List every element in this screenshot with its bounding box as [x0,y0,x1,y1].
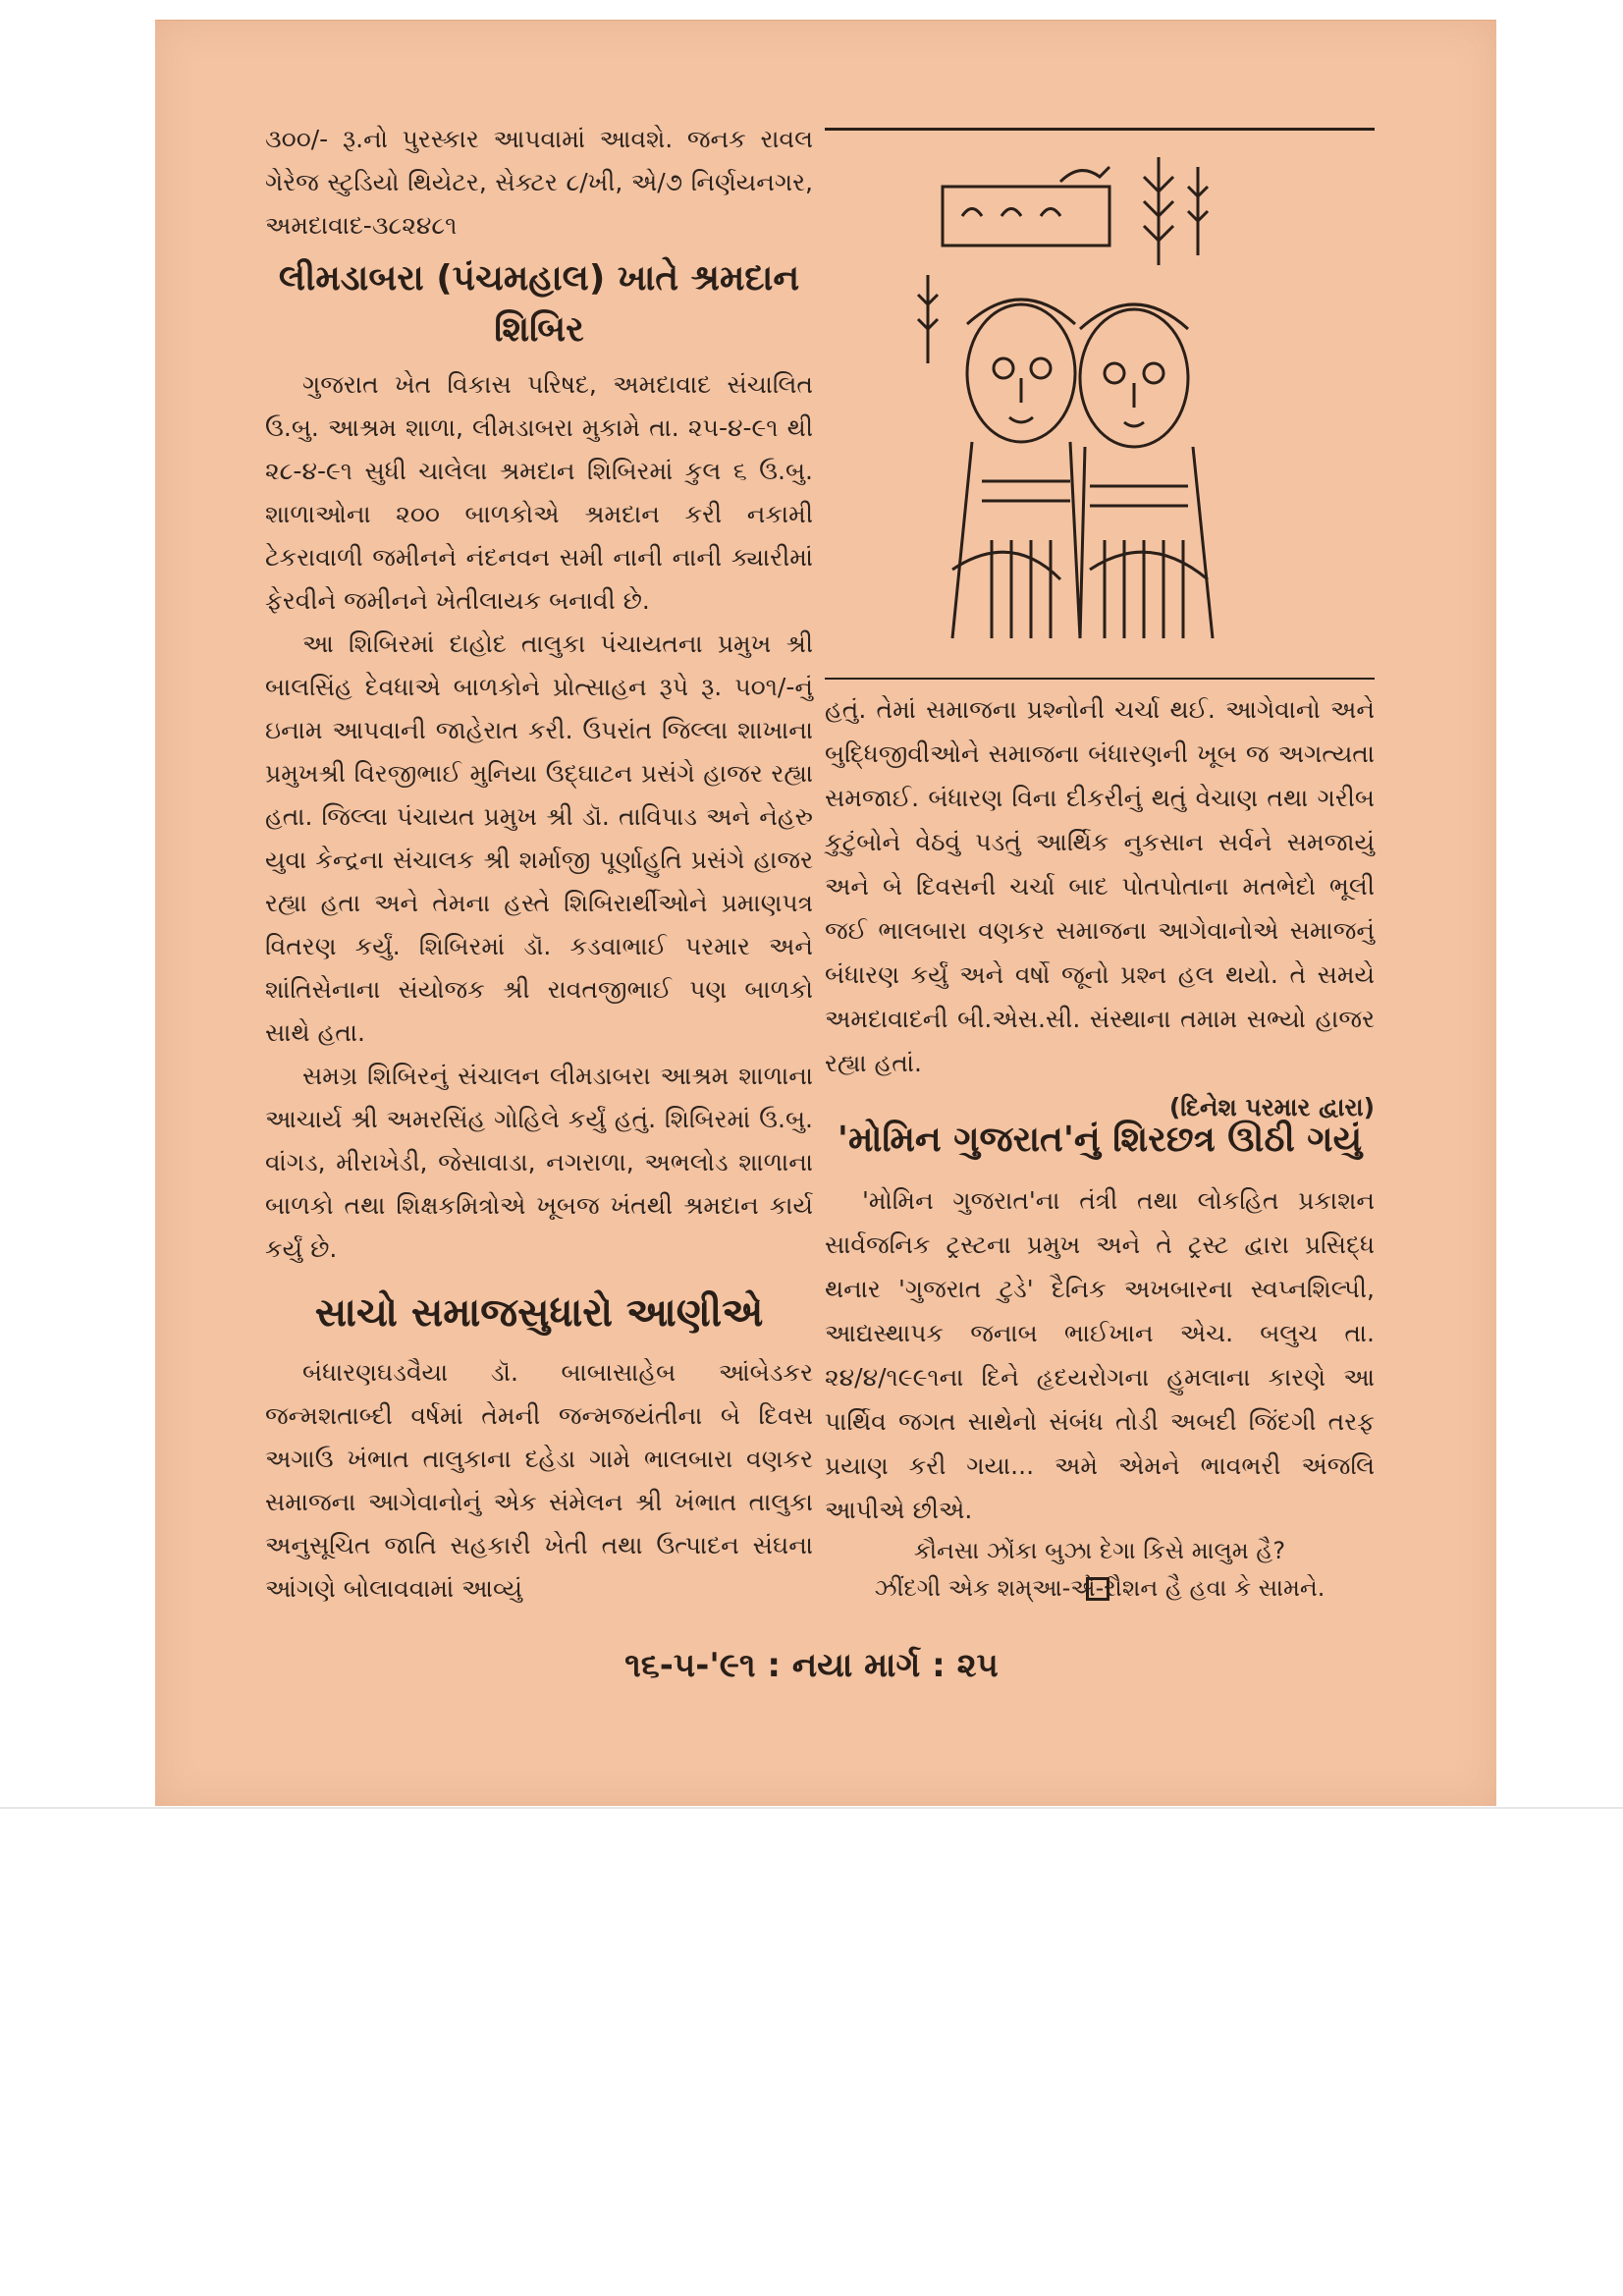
couplet-line-1: કૌનસા ઝોંકા બુઝા દેગા કિસે માલુમ હૈ? [913,1537,1286,1564]
momin-para-1: 'મોમિન ગુજરાત'ના તંત્રી તથા લોકહિત પ્રકાશન સાર્વજનિક ટ્રસ્ટના પ્રમુખ અને તે ટ્રસ્ટ દ્વારા પ્રસિદ્ધ થનાર 'ગુજરાત ટુડે' દૈનિક અખબારના સ્વપ્નશિલ્પી, આદ્યસ્થાપક જનાબ ભાઈખાન એચ. બલુચ તા. ૨૪/૪/૧૯૯૧ના દિને હૃદયરોગના હુમલાના કારણે આ પાર્થિવ જગત સાથેનો સંબંધ તોડી અબદી જિંદગી તરફ પ્રયાણ કરી ગયા... અમે એમને ભાવભરી અંજલિ આપીએ છીએ. [825,1186,1375,1524]
illustration-rule [825,678,1375,680]
heading-samajsudharo: સાચો સમાજસુધારો આણીએ [314,1290,764,1336]
end-of-article-mark [1086,1577,1109,1601]
samajsudharo-para-1: બંધારણઘડવૈયા ડૉ. બાબાસાહેબ આંબેડકર જન્મશતાબ્દી વર્ષમાં તેમની જન્મજયંતીના બે દિવસ અગાઉ ખંભાત તાલુકાના દહેડા ગામે ભાલબારા વણકર સમાજના આગેવાનોનું એક સંમેલન શ્રી ખંભાત તાલુકા અનુસૂચિત જાતિ સહકારી ખેતી તથા ઉત્પાદન સંઘના આંગણે બોલાવવામાં આવ્યું [265,1358,813,1603]
page-footer: ૧૬-૫-'૯૧ : નયા માર્ગ : ૨૫ [624,1646,999,1685]
intro-text: ૩૦૦/- રૂ.નો પુરસ્કાર આપવામાં આવશે. જનક રાવલ ગેરેજ સ્ટુડિયો થિયેટર, સેક્ટર ૮/ખી, એ/૭ નિર્ણયનગર, અમદાવાદ-૩૮૨૪૮૧ [265,125,813,240]
momin-article [825,1178,1375,1607]
scan-edge [0,1807,1623,1809]
heading-momin-gujarat: 'મોમિન ગુજરાત'નું શિરછત્ર ઊઠી ગયું [837,1120,1363,1160]
couplet-line-2: ઝીંદગી એક શમ્આ-એ-રૌશન હૈ હવા કે સામને. [874,1574,1325,1602]
author-credit: (દિનેશ પરમાર દ્વારા) [1168,1093,1375,1121]
illustration-two-figures [913,147,1237,658]
shramdan-para-2: આ શિબિરમાં દાહોદ તાલુકા પંચાયતના પ્રમુખ શ્રી બાલસિંહ દેવધાએ બાળકોને પ્રોત્સાહન રૂપે રૂ. ૫૦૧/-નું ઇનામ આપવાની જાહેરાત કરી. ઉપરાંત જિલ્લા શાખાના પ્રમુખશ્રી વિરજીભાઈ મુનિયા ઉદ્‌ઘાટન પ્રસંગે હાજર રહ્યા હતા. જિલ્લા પંચાયત પ્રમુખ શ્રી ડૉ. તાવિપાડ અને નેહરુ યુવા કેન્દ્રના સંચાલક શ્રી શર્માજી પૂર્ણાહુતિ પ્રસંગે હાજર રહ્યા હતા અને તેમના હસ્તે શિબિરાર્થીઓને પ્રમાણપત્ર વિતરણ કર્યું. શિબિરમાં ડૉ. કડવાભાઈ પરમાર અને શાંતિસેનાના સંયોજક શ્રી રાવતજીભાઈ પણ બાળકો સાથે હતા. [265,629,813,1047]
heading-shramdan: લીમડાબરા (પંચમહાલ) ખાતે શ્રમદાન શિબિર [278,258,800,350]
top-rule [825,128,1375,131]
right-continuation [825,687,1375,1129]
shramdan-para-1: ગુજરાત ખેત વિકાસ પરિષદ, અમદાવાદ સંચાલિત ઉ.બુ. આશ્રમ શાળા, લીમડાબરા મુકામે તા. ૨૫-૪-૯૧ થી ૨૮-૪-૯૧ સુધી ચાલેલા શ્રમદાન શિબિરમાં કુલ ૬ ઉ.બુ. શાળાઓના ૨૦૦ બાળકોએ શ્રમદાન કરી નકામી ટેકરાવાળી જમીનને નંદનવન સમી નાની નાની ક્યારીમાં ફેરવીને જમીનને ખેતીલાયક બનાવી છે. [265,370,813,615]
left-column [265,118,813,1611]
samajsudharo-para-2: હતું. તેમાં સમાજના પ્રશ્નોની ચર્ચા થઈ. આગેવાનો અને બુદ્ધિજીવીઓને સમાજના બંધારણની ખૂબ જ અગત્યતા સમજાઈ. બંધારણ વિના દીકરીનું થતું વેચાણ તથા ગરીબ કુટુંબોને વેઠવું પડતું આર્થિક નુકસાન સર્વને સમજાયું અને બે દિવસની ચર્ચા બાદ પોતપોતાના મતભેદો ભૂલી જઈ ભાલબારા વણકર સમાજના આગેવાનોએ સમાજનું બંધારણ કર્યું અને વર્ષો જૂનો પ્રશ્ન હલ થયો. તે સમયે અમદાવાદની બી.એસ.સી. સંસ્થાના તમામ સભ્યો હાજર રહ્યા હતાં. [825,695,1375,1077]
shramdan-para-3: સમગ્ર શિબિરનું સંચાલન લીમડાબરા આશ્રમ શાળાના આચાર્ય શ્રી અમરસિંહ ગોહિલે કર્યું હતું. શિબિરમાં ઉ.બુ. વાંગડ, મીરાખેડી, જેસાવાડા, નગરાળા, અભલોડ શાળાના બાળકો તથા શિક્ષકમિત્રોએ ખૂબજ ખંતથી શ્રમદાન કાર્ય કર્યું છે. [265,1062,813,1263]
